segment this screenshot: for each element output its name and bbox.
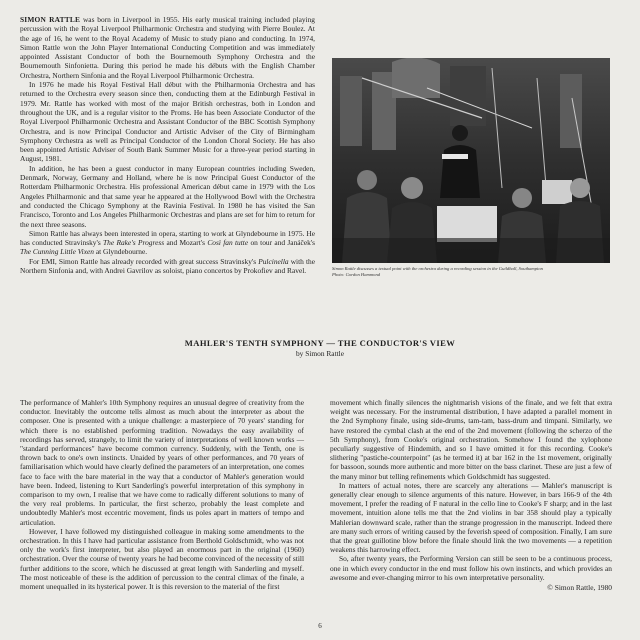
bio-text: For EMI, Simon Rattle has already recorded with great success Stravinsky's	[29, 256, 259, 266]
article-title: MAHLER'S TENTH SYMPHONY — THE CONDUCTOR'S VIEW	[184, 338, 456, 348]
article-byline: by Simon Rattle	[295, 349, 345, 358]
bio-paragraph	[20, 229, 315, 257]
caption-line: Simon Rattle discusses a textual point with the orchestra during a recording session in the Guildhall, Southampton	[332, 266, 543, 271]
work-title: Così fan tutte	[207, 238, 249, 248]
recording-session-photo	[332, 58, 610, 263]
article-column-right	[330, 398, 612, 592]
bio-text: with the Northern Sinfonia and, with Andrei Gavrilov as soloist, piano concertos by Prokofiev and Ravel.	[20, 256, 315, 276]
page-number: 6	[318, 622, 322, 630]
bio-paragraph: In 1976 he made his Royal Festival Hall début with the Philharmonia Orchestra and has returned to the Orchestra every season since then, conducting them at the Edinburgh Festival in 1979. Mr. Rattle has worked with most of the major British orchestras, both in London and throughout the UK, and is a regular visitor to the Proms. He has been Associate Conductor of the Royal Liverpool Philharmonic Orchestra and Assistant Conductor of the BBC Scottish Symphony Orchestra, and is now Principal Conductor and Artistic Adviser of the City of Birmingham Symphony Orchestra as well as Principal Conductor of the London Choral Society. He has also been appointed Artistic Adviser of South Bank Summer Music for a three-year period starting in August, 1981.	[20, 80, 315, 164]
work-title: The Cunning Little Vixen	[20, 247, 94, 257]
bio-text: at Glyndebourne.	[93, 247, 148, 257]
photo-credit: Photo: Gordon Hammond	[332, 271, 381, 277]
photo-caption	[332, 266, 610, 277]
bio-text: on tour and Janáček's	[248, 238, 316, 248]
article-paragraph: However, I have followed my distinguished colleague in making some amendments to the orchestration. In this I have had particular assistance from Berthold Goldschmidt, who was not only the work's first interpreter, but also played an enormous part in the original (1960) orchestration. Over the course of twenty years he had become convinced of the necessity of still further additions to the score, which he discussed at great length with Sanderling and myself. The most noticeable of these is the addition of percussion to the central climax of the finale, a moment unequalled in its hysterical power. It is this reversion to the material of the first	[20, 526, 304, 592]
article-paragraph: In matters of actual notes, there are scarcely any alterations — Mahler's manuscript is generally clear enough to silence arguments of this nature. However, in bars 166-9 of the 4th movement, I prefer the reading of F natural in the cello line to Cooke's F sharp; and in the last movement, intuition alone tells me that the 2nd violins in bar 358 should play a typically Mahlerian downward scale, rather than the strange progression in the manuscript. Indeed there are many such errors of writing caused by the feverish speed of composition. Finally, I am sure that the great guillotine blow before the finale should link the two movements — a repetition weakens this harrowing effect.	[330, 480, 612, 555]
bio-paragraph	[20, 257, 315, 276]
work-title: The Rake's Progress	[103, 238, 165, 248]
article-paragraph: So, after twenty years, the Performing Version can still be seen to be a continuous process, one in which every conductor in the end must follow his own instincts, and which provides an awesome and ever-changing mirror to his own interpretative personality.	[330, 554, 612, 582]
article-paragraph: movement which finally silences the nightmarish visions of the finale, and we felt that extra weight was necessary. For the instrumental distribution, I have adapted a parallel moment in the 2nd Symphony finale, using side-drums, tam-tam, bass-drum and timpani. Similarly, we have restored the cymbal clash at the end of the 2nd movement (following the scherzo of the 5th Symphony), from Cooke's original orchestration. Somehow I found the xylophone peculiarly suggestive of Hindemith, and so I have omitted it for this recording. Cooke's slithering "pastiche-counterpoint" (as he termed it) at bar 162 in the 1st movement, originally for bassoon, sounds more authentic and more bitter on the bass clarinet. These are just a few of the many minor but telling refinements which Goldschmidt has suggested.	[330, 398, 612, 481]
article-paragraph: The performance of Mahler's 10th Symphony requires an unusual degree of creativity from the conductor. Inevitably the outcome tells almost as much about the interpreter as about the composer. One is presented with a unique challenge: a masterpiece of 70 years' standing for which there is no established performing tradition. Nowadays the easy availability of recordings has served, strangely, to limit the variety of interpretations of well known works — "standard performances" have become common currency. Suddenly, with the Tenth, one is thrown back to one's own instincts. Unaided by years of other performances, and 70 years of familiarisation which would have clearly defined the parameters of an interpretation, one comes face to face with the bare material in the way that a conductor of Mahler's generation would have been. Indeed, listening to Kurt Sanderling's powerful interpretation of this symphony in comparison to my own, I realise that we have come to radically different solutions to many of the very real problems. In particular, the first scherzo, probably the least complete and undoubtedly Mahler's most eccentric movement, finds us poles apart in matters of tempo and articulation.	[20, 398, 304, 527]
work-title: Pulcinella	[258, 256, 289, 266]
biography	[20, 15, 315, 275]
bio-text: Simon Rattle has always been interested in opera, starting to work at Glyndebourne in 1975. He has conducted Stravinsky's	[20, 228, 315, 248]
bio-text: and Mozart's	[164, 238, 208, 248]
photo-illustration	[332, 58, 610, 263]
bio-text: was born in Liverpool in 1955. His early musical training included playing percussion with the Royal Liverpool Philharmonic Orchestra and studying with Pierre Boulez. At the age of 16, he went to the Royal Academy of Music to study piano and conducting. In 1974, Simon Rattle won the John Player International Conducting Competition and was immediately appointed Assistant Conductor of both the Bournemouth Symphony Orchestra and the Bournemouth Sinfonietta. During this period he made his débuts with the English Chamber Orchestra, Northern Sinfonia and the Royal Liverpool Philharmonic Orchestra.	[20, 15, 315, 80]
bio-paragraph: In addition, he has been a guest conductor in many European countries including Sweden, Denmark, Norway, Germany and Holland, where he is now Principal Guest Conductor of the Rotterdam Philharmonic Orchestra. His professional American début came in 1979 with the Los Angeles Philharmonic and that same year he appeared at the Hollywood Bowl with the Orchestra and conducted the Chicago Symphony at the Ravinia Festival. In 1980 he has visited the San Francisco, Toronto and Los Angeles Philharmonic Orchestras and plans are set for him to return for the next three seasons.	[20, 163, 315, 229]
copyright-notice: © Simon Rattle, 1980	[547, 583, 612, 593]
bio-name: SIMON RATTLE	[20, 15, 81, 24]
article-column-left	[20, 398, 304, 591]
bio-paragraph	[20, 15, 315, 80]
